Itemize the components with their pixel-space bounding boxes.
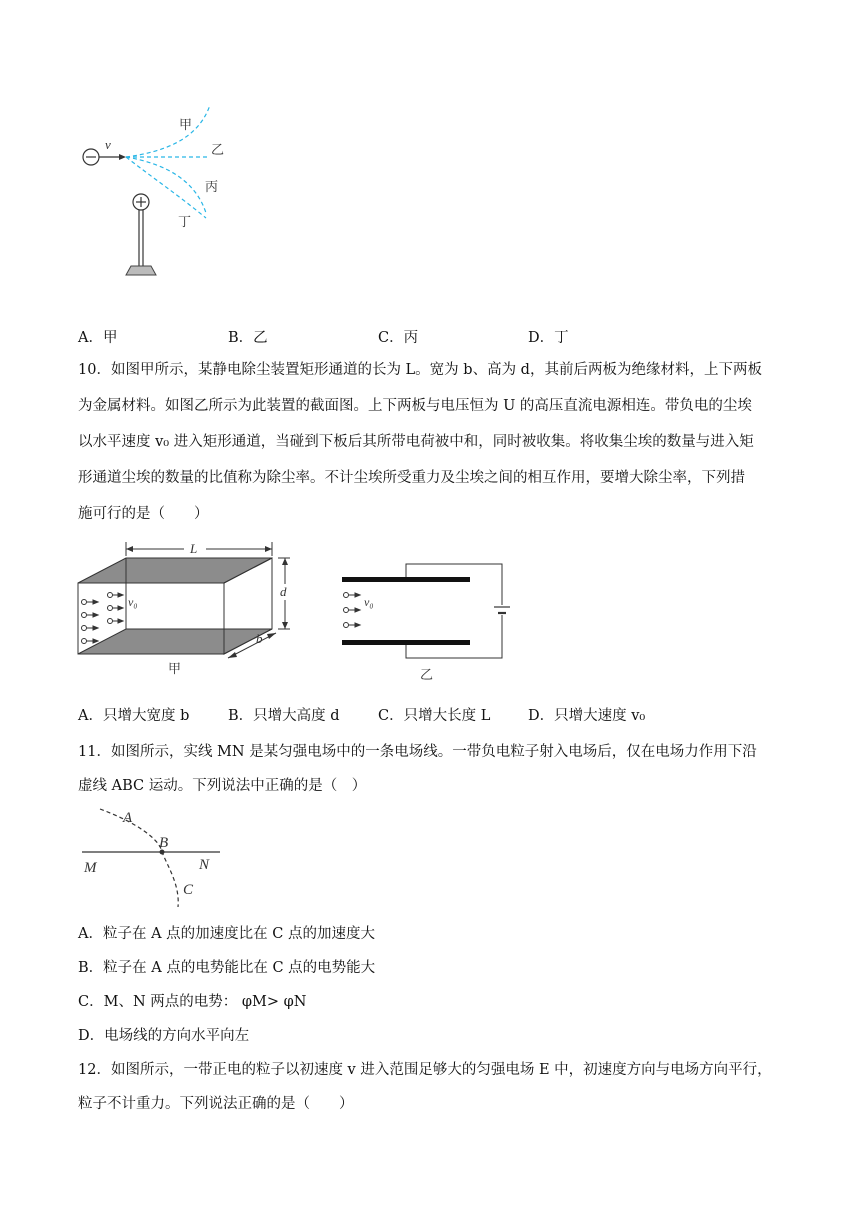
trajectory-bing: [126, 157, 206, 213]
q11-option-a[interactable]: A．粒子在 A 点的加速度比在 C 点的加速度大: [78, 926, 375, 942]
q12-line-2: 粒子不计重力。下列说法正确的是（ ）: [78, 1096, 354, 1112]
velocity-label: v: [105, 137, 111, 152]
q9-option-b[interactable]: B．乙: [228, 330, 268, 346]
q9-option-d[interactable]: D．丁: [528, 330, 569, 346]
label-M: M: [84, 860, 97, 876]
q10-figure-yi: [336, 555, 516, 685]
q10-line-3: 以水平速度 v₀ 进入矩形通道，当碰到下板后其所带电荷被中和，同时被收集。将收集尘埃的数量与进入矩: [78, 434, 754, 450]
q12-line-1: 12．如图所示，一带正电的粒子以初速度 v 进入范围足够大的匀强电场 E 中，初速度方向与电场方向平行，: [78, 1062, 772, 1078]
q9-option-a[interactable]: A．甲: [78, 330, 118, 346]
q10-option-c[interactable]: C．只增大长度 L: [378, 708, 491, 724]
label-v0: v₀: [128, 595, 138, 609]
q10-option-d[interactable]: D．只增大速度 v₀: [528, 708, 646, 724]
trajectory-ABC: [100, 809, 178, 907]
label-jia: 甲: [179, 117, 193, 132]
label-ding: 丁: [178, 214, 192, 229]
label-d: d: [280, 584, 287, 599]
trajectory-jia: [126, 105, 210, 157]
label-yi: 乙: [211, 142, 225, 157]
q10-option-a[interactable]: A．只增大宽度 b: [78, 708, 190, 724]
q11-figure: [78, 805, 238, 910]
q10-line-5: 施可行的是（ ）: [78, 506, 209, 522]
label-A: A: [123, 810, 133, 826]
q10-line-1: 10．如图甲所示，某静电除尘装置矩形通道的长为 L。宽为 b、高为 d，其前后两板为绝缘材料，上下两板: [78, 362, 762, 378]
label-L: L: [190, 541, 198, 556]
label-C: C: [183, 882, 194, 898]
q11-option-c[interactable]: C．M、N 两点的电势： φM> φN: [78, 994, 307, 1010]
top-plate: [78, 558, 272, 583]
q10-option-b[interactable]: B．只增大高度 d: [228, 708, 340, 724]
label-N: N: [199, 857, 210, 873]
q11-option-b[interactable]: B．粒子在 A 点的电势能比在 C 点的电势能大: [78, 960, 376, 976]
label-fig-yi: 乙: [420, 667, 434, 682]
lower-plate: [342, 640, 470, 645]
stand-base: [126, 266, 156, 275]
q9-option-c[interactable]: C．丙: [378, 330, 419, 346]
label-fig-jia: 甲: [168, 661, 182, 676]
q11-line-2: 虚线 ABC 运动。下列说法中正确的是（ ）: [78, 778, 367, 794]
upper-plate: [342, 577, 470, 582]
q10-figure-jia: [76, 540, 301, 680]
q10-line-4: 形通道尘埃的数量的比值称为除尘率。不计尘埃所受重力及尘埃之间的相互作用，要增大除尘率，下列措: [78, 470, 745, 486]
label-b: b: [256, 631, 263, 646]
q11-option-d[interactable]: D．电场线的方向水平向左: [78, 1028, 250, 1044]
section-dust-particles: [344, 593, 361, 628]
q10-line-2: 为金属材料。如图乙所示为此装置的截面图。上下两板与电压恒为 U 的高压直流电源相连。带负电的尘埃: [78, 398, 752, 414]
label-B: B: [159, 835, 169, 851]
section-label-v0: v₀: [364, 595, 374, 609]
label-bing: 丙: [205, 179, 219, 194]
q11-line-1: 11．如图所示，实线 MN 是某匀强电场中的一条电场线。一带负电粒子射入电场后，仅在电场力作用下沿: [78, 744, 757, 760]
battery-icon: [494, 607, 510, 613]
q9-figure: [78, 100, 238, 285]
